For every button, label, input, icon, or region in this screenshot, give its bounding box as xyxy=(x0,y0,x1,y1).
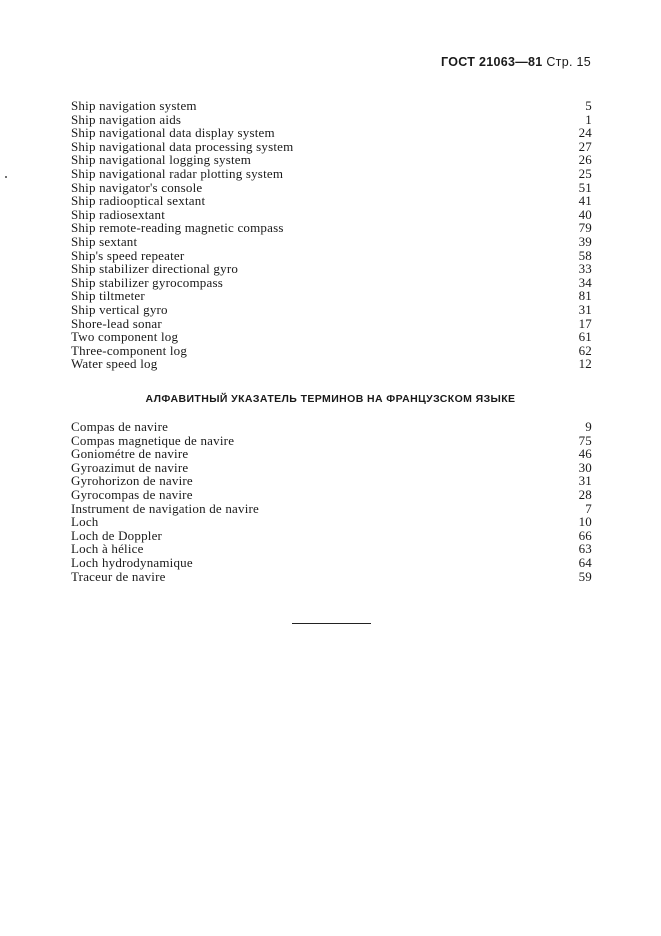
index-term-number: 62 xyxy=(578,342,592,358)
index-entry xyxy=(71,140,592,154)
index-term: Three-component log xyxy=(71,342,188,358)
index-term: Loch hydrodynamique xyxy=(71,554,193,570)
index-entry xyxy=(71,262,592,276)
index-term: Ship's speed repeater xyxy=(71,247,185,263)
index-term-number: 10 xyxy=(578,514,592,530)
index-entry xyxy=(71,194,592,208)
index-term: Ship navigation aids xyxy=(71,111,182,127)
index-term: Ship navigational data display system xyxy=(71,125,275,141)
index-entry xyxy=(71,357,592,371)
index-entry xyxy=(71,461,592,475)
index-term: Ship navigational radar plotting system xyxy=(71,165,284,181)
index-term-number: 46 xyxy=(578,446,592,462)
index-entry xyxy=(71,181,592,195)
index-entry xyxy=(71,276,592,290)
index-term: Gyrohorizon de navire xyxy=(71,473,193,489)
index-term-number: 27 xyxy=(578,138,592,154)
index-term-number: 9 xyxy=(585,419,592,434)
index-entry xyxy=(71,488,592,502)
index-term: Ship stabilizer gyrocompass xyxy=(71,274,223,290)
standard-number: ГОСТ 21063—81 xyxy=(441,55,543,69)
index-term-number: 61 xyxy=(578,329,592,345)
index-term: Gyrocompas de navire xyxy=(71,486,193,502)
index-term-number: 33 xyxy=(578,261,592,277)
index-entry xyxy=(71,113,592,127)
index-term: Ship remote-reading magnetic compass xyxy=(71,220,284,236)
index-term: Shore-lead sonar xyxy=(71,315,162,331)
index-entry xyxy=(71,570,592,584)
index-term: Instrument de navigation de navire xyxy=(71,500,260,516)
index-term: Ship tiltmeter xyxy=(71,288,145,304)
end-rule xyxy=(292,623,371,624)
index-entry xyxy=(71,99,592,113)
index-term-number: 39 xyxy=(578,233,592,249)
index-term: Water speed log xyxy=(71,356,158,372)
index-term: Ship vertical gyro xyxy=(71,301,168,317)
index-term-number: 26 xyxy=(578,152,592,168)
index-entry xyxy=(71,420,592,434)
index-entry xyxy=(71,344,592,358)
index-entry xyxy=(71,474,592,488)
index-entry xyxy=(71,529,592,543)
index-entry xyxy=(71,153,592,167)
index-term-number: 24 xyxy=(578,125,592,141)
index-term: Ship sextant xyxy=(71,233,138,249)
index-term-number: 79 xyxy=(578,220,592,236)
index-term-number: 41 xyxy=(578,193,592,209)
index-term: Ship navigational data processing system xyxy=(71,138,294,154)
index-term-number: 58 xyxy=(578,247,592,263)
index-entry xyxy=(71,502,592,516)
index-term-number: 28 xyxy=(578,486,592,502)
english-terms-index xyxy=(71,99,592,371)
index-entry xyxy=(71,542,592,556)
index-entry xyxy=(71,208,592,222)
index-entry xyxy=(71,556,592,570)
index-entry xyxy=(71,330,592,344)
index-term: Loch xyxy=(71,514,99,530)
index-term-number: 12 xyxy=(578,356,592,372)
index-entry xyxy=(71,317,592,331)
index-term: Goniométre de navire xyxy=(71,446,189,462)
index-term: Compas magnetique de navire xyxy=(71,432,235,448)
index-term: Ship navigator's console xyxy=(71,179,203,195)
index-term-number: 25 xyxy=(578,165,592,181)
index-entry xyxy=(71,167,592,181)
index-term-number: 31 xyxy=(578,301,592,317)
index-term: Compas de navire xyxy=(71,419,169,434)
margin-mark xyxy=(5,176,7,178)
french-terms-index xyxy=(71,420,592,583)
index-term-number: 31 xyxy=(578,473,592,489)
page-header xyxy=(441,55,591,69)
index-term: Traceur de navire xyxy=(71,568,166,584)
index-entry xyxy=(71,126,592,140)
index-term-number: 66 xyxy=(578,527,592,543)
index-entry xyxy=(71,515,592,529)
index-term: Ship radiooptical sextant xyxy=(71,193,206,209)
index-entry xyxy=(71,249,592,263)
index-term: Two component log xyxy=(71,329,179,345)
index-term-number: 51 xyxy=(578,179,592,195)
index-term: Ship stabilizer directional gyro xyxy=(71,261,239,277)
index-term-number: 17 xyxy=(578,315,592,331)
index-term: Gyroazimut de navire xyxy=(71,459,189,475)
index-term-number: 1 xyxy=(585,111,592,127)
index-entry xyxy=(71,221,592,235)
index-entry xyxy=(71,303,592,317)
index-term: Ship navigation system xyxy=(71,98,197,113)
index-term-number: 5 xyxy=(585,98,592,113)
index-term-number: 63 xyxy=(578,541,592,557)
index-term: Ship radiosextant xyxy=(71,206,166,222)
french-index-title: АЛФАВИТНЫЙ УКАЗАТЕЛЬ ТЕРМИНОВ НА ФРАНЦУЗСКОМ ЯЗЫКЕ xyxy=(145,393,516,405)
index-term-number: 7 xyxy=(585,500,592,516)
index-entry xyxy=(71,289,592,303)
index-term: Ship navigational logging system xyxy=(71,152,252,168)
index-term: Loch de Doppler xyxy=(71,527,163,543)
index-term-number: 59 xyxy=(578,568,592,584)
index-term-number: 64 xyxy=(578,554,592,570)
index-term: Loch à hélice xyxy=(71,541,144,557)
index-term-number: 81 xyxy=(578,288,592,304)
index-term-number: 34 xyxy=(578,274,592,290)
index-entry xyxy=(71,434,592,448)
page-number: Стр. 15 xyxy=(546,55,591,69)
index-term-number: 30 xyxy=(578,459,592,475)
index-term-number: 40 xyxy=(578,206,592,222)
index-term-number: 75 xyxy=(578,432,592,448)
index-entry xyxy=(71,235,592,249)
index-entry xyxy=(71,447,592,461)
